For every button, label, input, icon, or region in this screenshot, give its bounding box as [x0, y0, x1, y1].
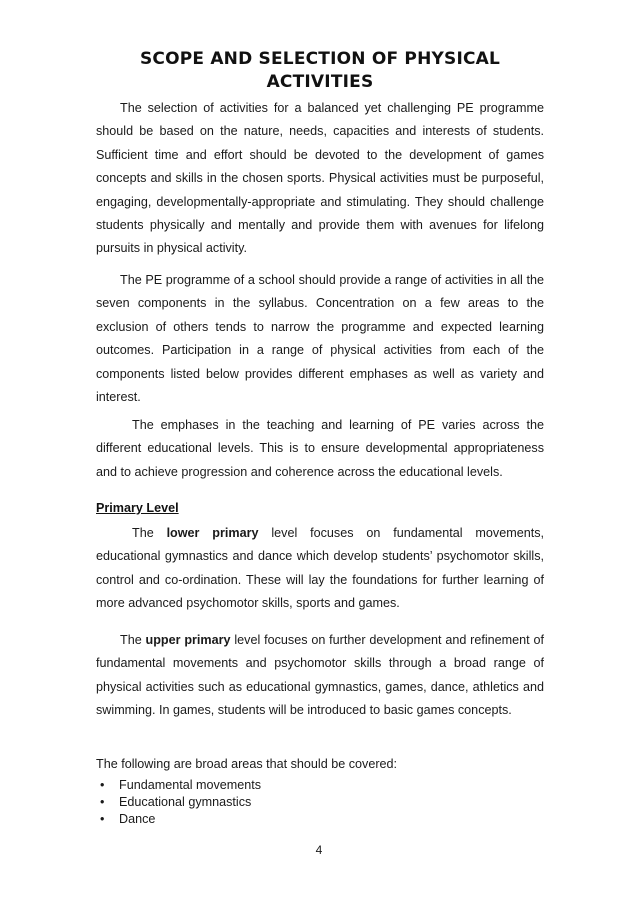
paragraph-upper-primary — [96, 629, 544, 723]
bullet-icon: • — [100, 795, 105, 809]
page-number: 4 — [315, 843, 323, 857]
list-item — [96, 811, 261, 828]
list-item-label: Dance — [119, 812, 156, 826]
paragraph-lower-primary — [96, 522, 544, 616]
list-item — [96, 777, 261, 794]
bullet-icon: • — [100, 778, 105, 792]
lower-primary-term: lower primary — [166, 526, 259, 540]
upper-primary-post: level focuses on further development and refinement of fundamental movements and psychomotor skills through a broad range of physical activities such as educational gymnastics, games, dance, athletics and swimming. In games, students will be introduced to basic games concepts. — [96, 633, 544, 718]
upper-primary-pre: The — [120, 633, 146, 647]
lower-primary-pre: The — [132, 526, 167, 540]
list-item-label: Educational gymnastics — [119, 795, 252, 809]
list-item — [96, 794, 261, 811]
upper-primary-term: upper primary — [145, 633, 231, 647]
bullet-icon: • — [100, 812, 105, 826]
list-item-label: Fundamental movements — [119, 778, 262, 792]
areas-lead: The following are broad areas that should be covered: — [96, 757, 398, 771]
lower-primary-post: level focuses on fundamental movements, educational gymnastics and dance which develop students’ psychomotor skills, control and co-ordination. These will lay the foundations for further learning of more advanced psychomotor skills, sports and games. — [96, 526, 544, 611]
areas-list — [96, 777, 261, 828]
page-title: SCOPE AND SELECTION OF PHYSICAL ACTIVITIES — [139, 49, 501, 92]
section-heading-primary: Primary Level — [96, 501, 179, 515]
paragraph-emphases: The emphases in the teaching and learning of PE varies across the different educational levels. This is to ensure developmental appropriateness and to achieve progression and coherence across the educational levels. — [96, 418, 544, 479]
paragraph-programme: The PE programme of a school should provide a range of activities in all the seven components in the syllabus. Concentration on a few areas to the exclusion of others tends to narrow the programme and expected learning outcomes. Participation in a range of physical activities from each of the components listed below provides different emphases as well as variety and interest. — [96, 273, 544, 405]
paragraph-selection: The selection of activities for a balanced yet challenging PE programme should be based on the nature, needs, capacities and interests of students. Sufficient time and effort should be devoted to the development of games concepts and skills in the chosen sports. Physical activities must be purposeful, engaging, developmentally-appropriate and stimulating. They should challenge students physically and mentally and provide them with avenues for lifelong pursuits in physical activity. — [96, 101, 544, 256]
